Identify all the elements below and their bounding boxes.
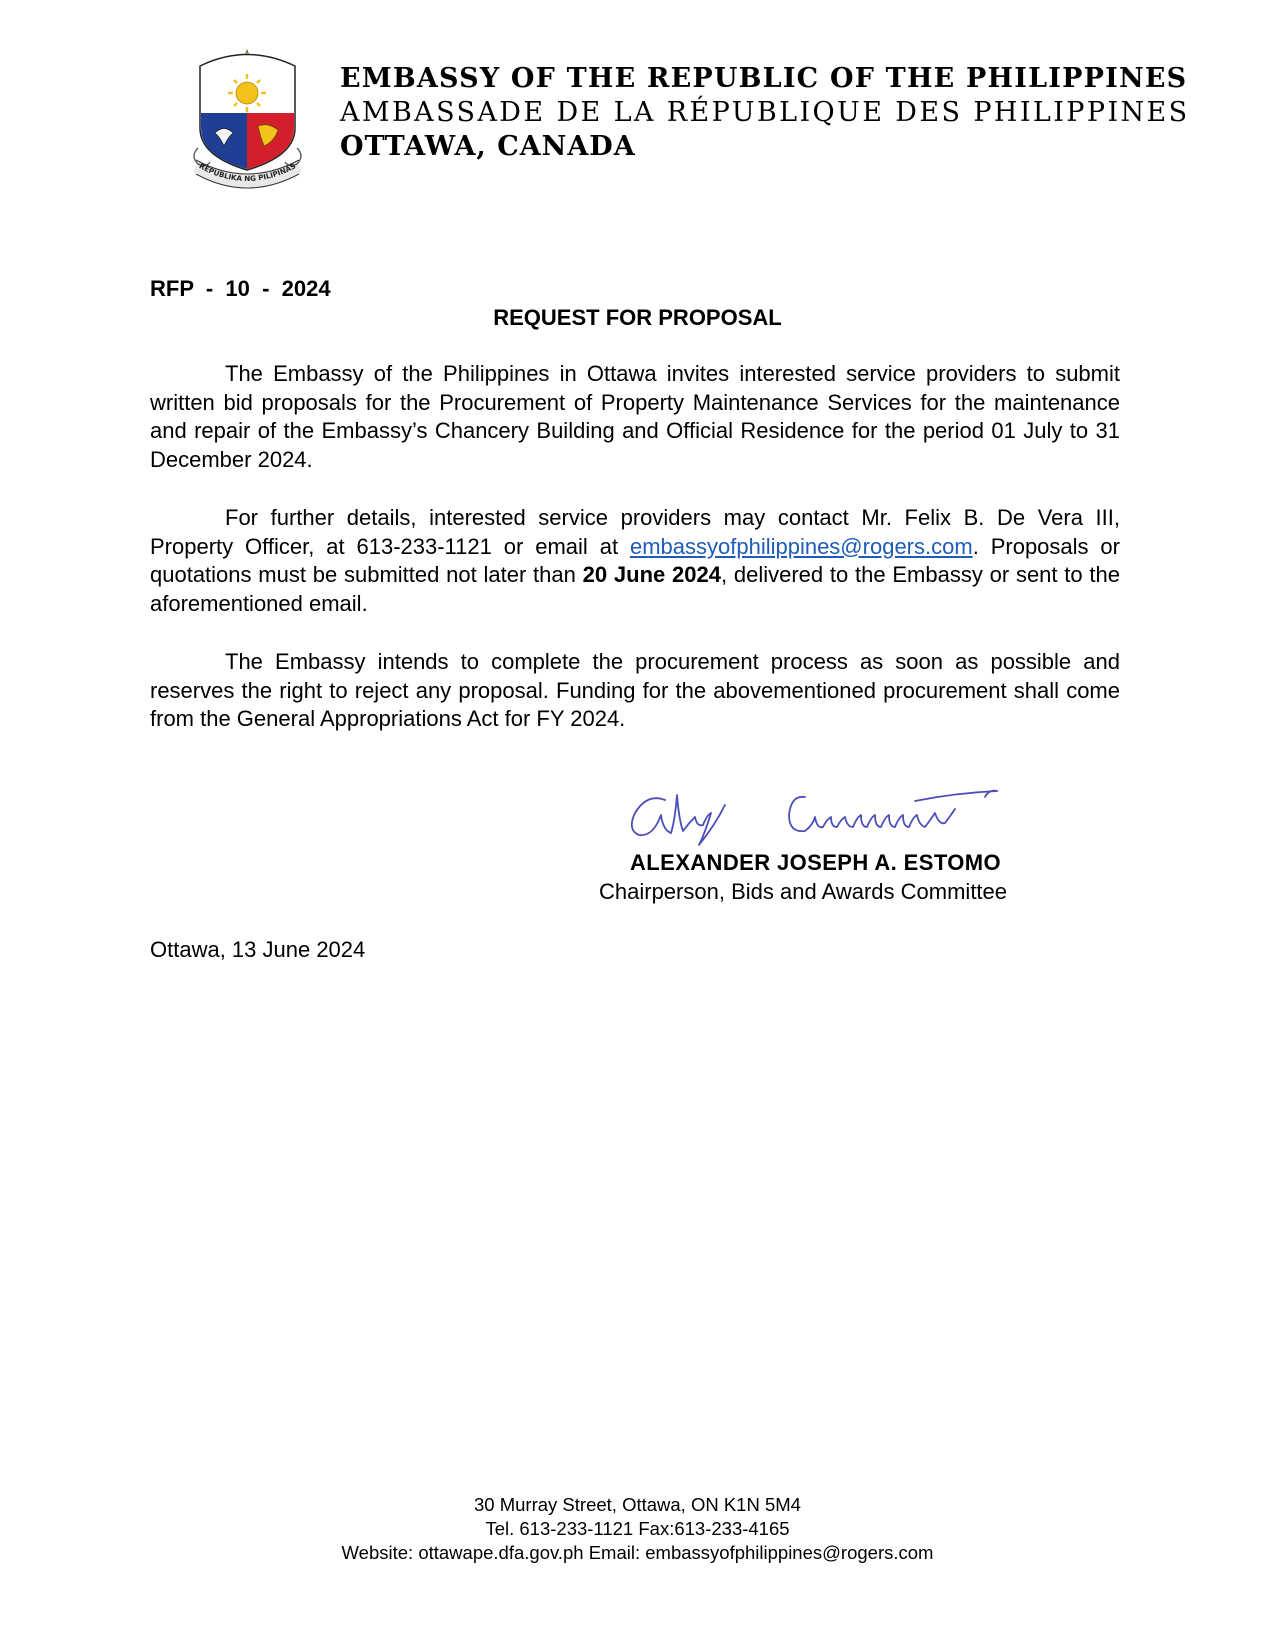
deadline-date: 20 June 2024 (582, 562, 721, 587)
submission-text: . Proposals or quotations must be submitted not later than (150, 533, 1120, 587)
paragraph-reservation: The Embassy intends to complete the procurement process as soon as possible and reserves the right to reject any proposal. Funding for the abovementioned procurement shall come from the General Appropriations Act for FY 2024. (150, 649, 1120, 731)
contact-text: For further details, interested service providers may contact Mr. Felix B. De Vera III, Property Officer, at 613-233-1121 or email at (150, 505, 1120, 559)
letterhead-city: OTTAWA, CANADA (340, 131, 636, 162)
letterhead (340, 62, 1190, 164)
signatory-name: ALEXANDER JOSEPH A. ESTOMO (630, 850, 1002, 875)
reference-number: RFP - 10 - 2024 (150, 276, 331, 301)
signature-image (625, 775, 1025, 850)
letterhead-english: EMBASSY OF THE REPUBLIC OF THE PHILIPPINES (340, 63, 1188, 94)
letterhead-french: AMBASSADE DE LA RÉPUBLIQUE DES PHILIPPINES (340, 97, 1190, 128)
document-title: REQUEST FOR PROPOSAL (493, 305, 782, 330)
email-link[interactable]: embassyofphilippines@rogers.com (629, 533, 973, 559)
footer-address: 30 Murray Street, Ottawa, ON K1N 5M4 (474, 1494, 801, 1515)
signatory-title: Chairperson, Bids and Awards Committee (599, 879, 1008, 904)
seal-ribbon-text: REPUBLIKA NG PILIPINAS (197, 161, 298, 184)
paragraph-invitation: The Embassy of the Philippines in Ottawa invites interested service providers to submit written bid proposals for the Procurement of Property Maintenance Services for the maintenance and repair of the Embassy’s Chancery Building and Official Residence for the period 01 July to 31 December 2024. (150, 361, 1120, 472)
footer (0, 1493, 1275, 1565)
footer-phone: Tel. 613-233-1121 Fax:613-233-4165 (485, 1518, 790, 1539)
paragraph-contact (150, 504, 1120, 618)
philippine-seal-icon (190, 38, 305, 193)
footer-web-email: Website: ottawape.dfa.gov.ph Email: embassyofphilippines@rogers.com (341, 1542, 934, 1563)
delivery-text: , delivered to the Embassy or sent to the aforementioned email. (150, 562, 1121, 616)
date-line: Ottawa, 13 June 2024 (150, 937, 366, 962)
